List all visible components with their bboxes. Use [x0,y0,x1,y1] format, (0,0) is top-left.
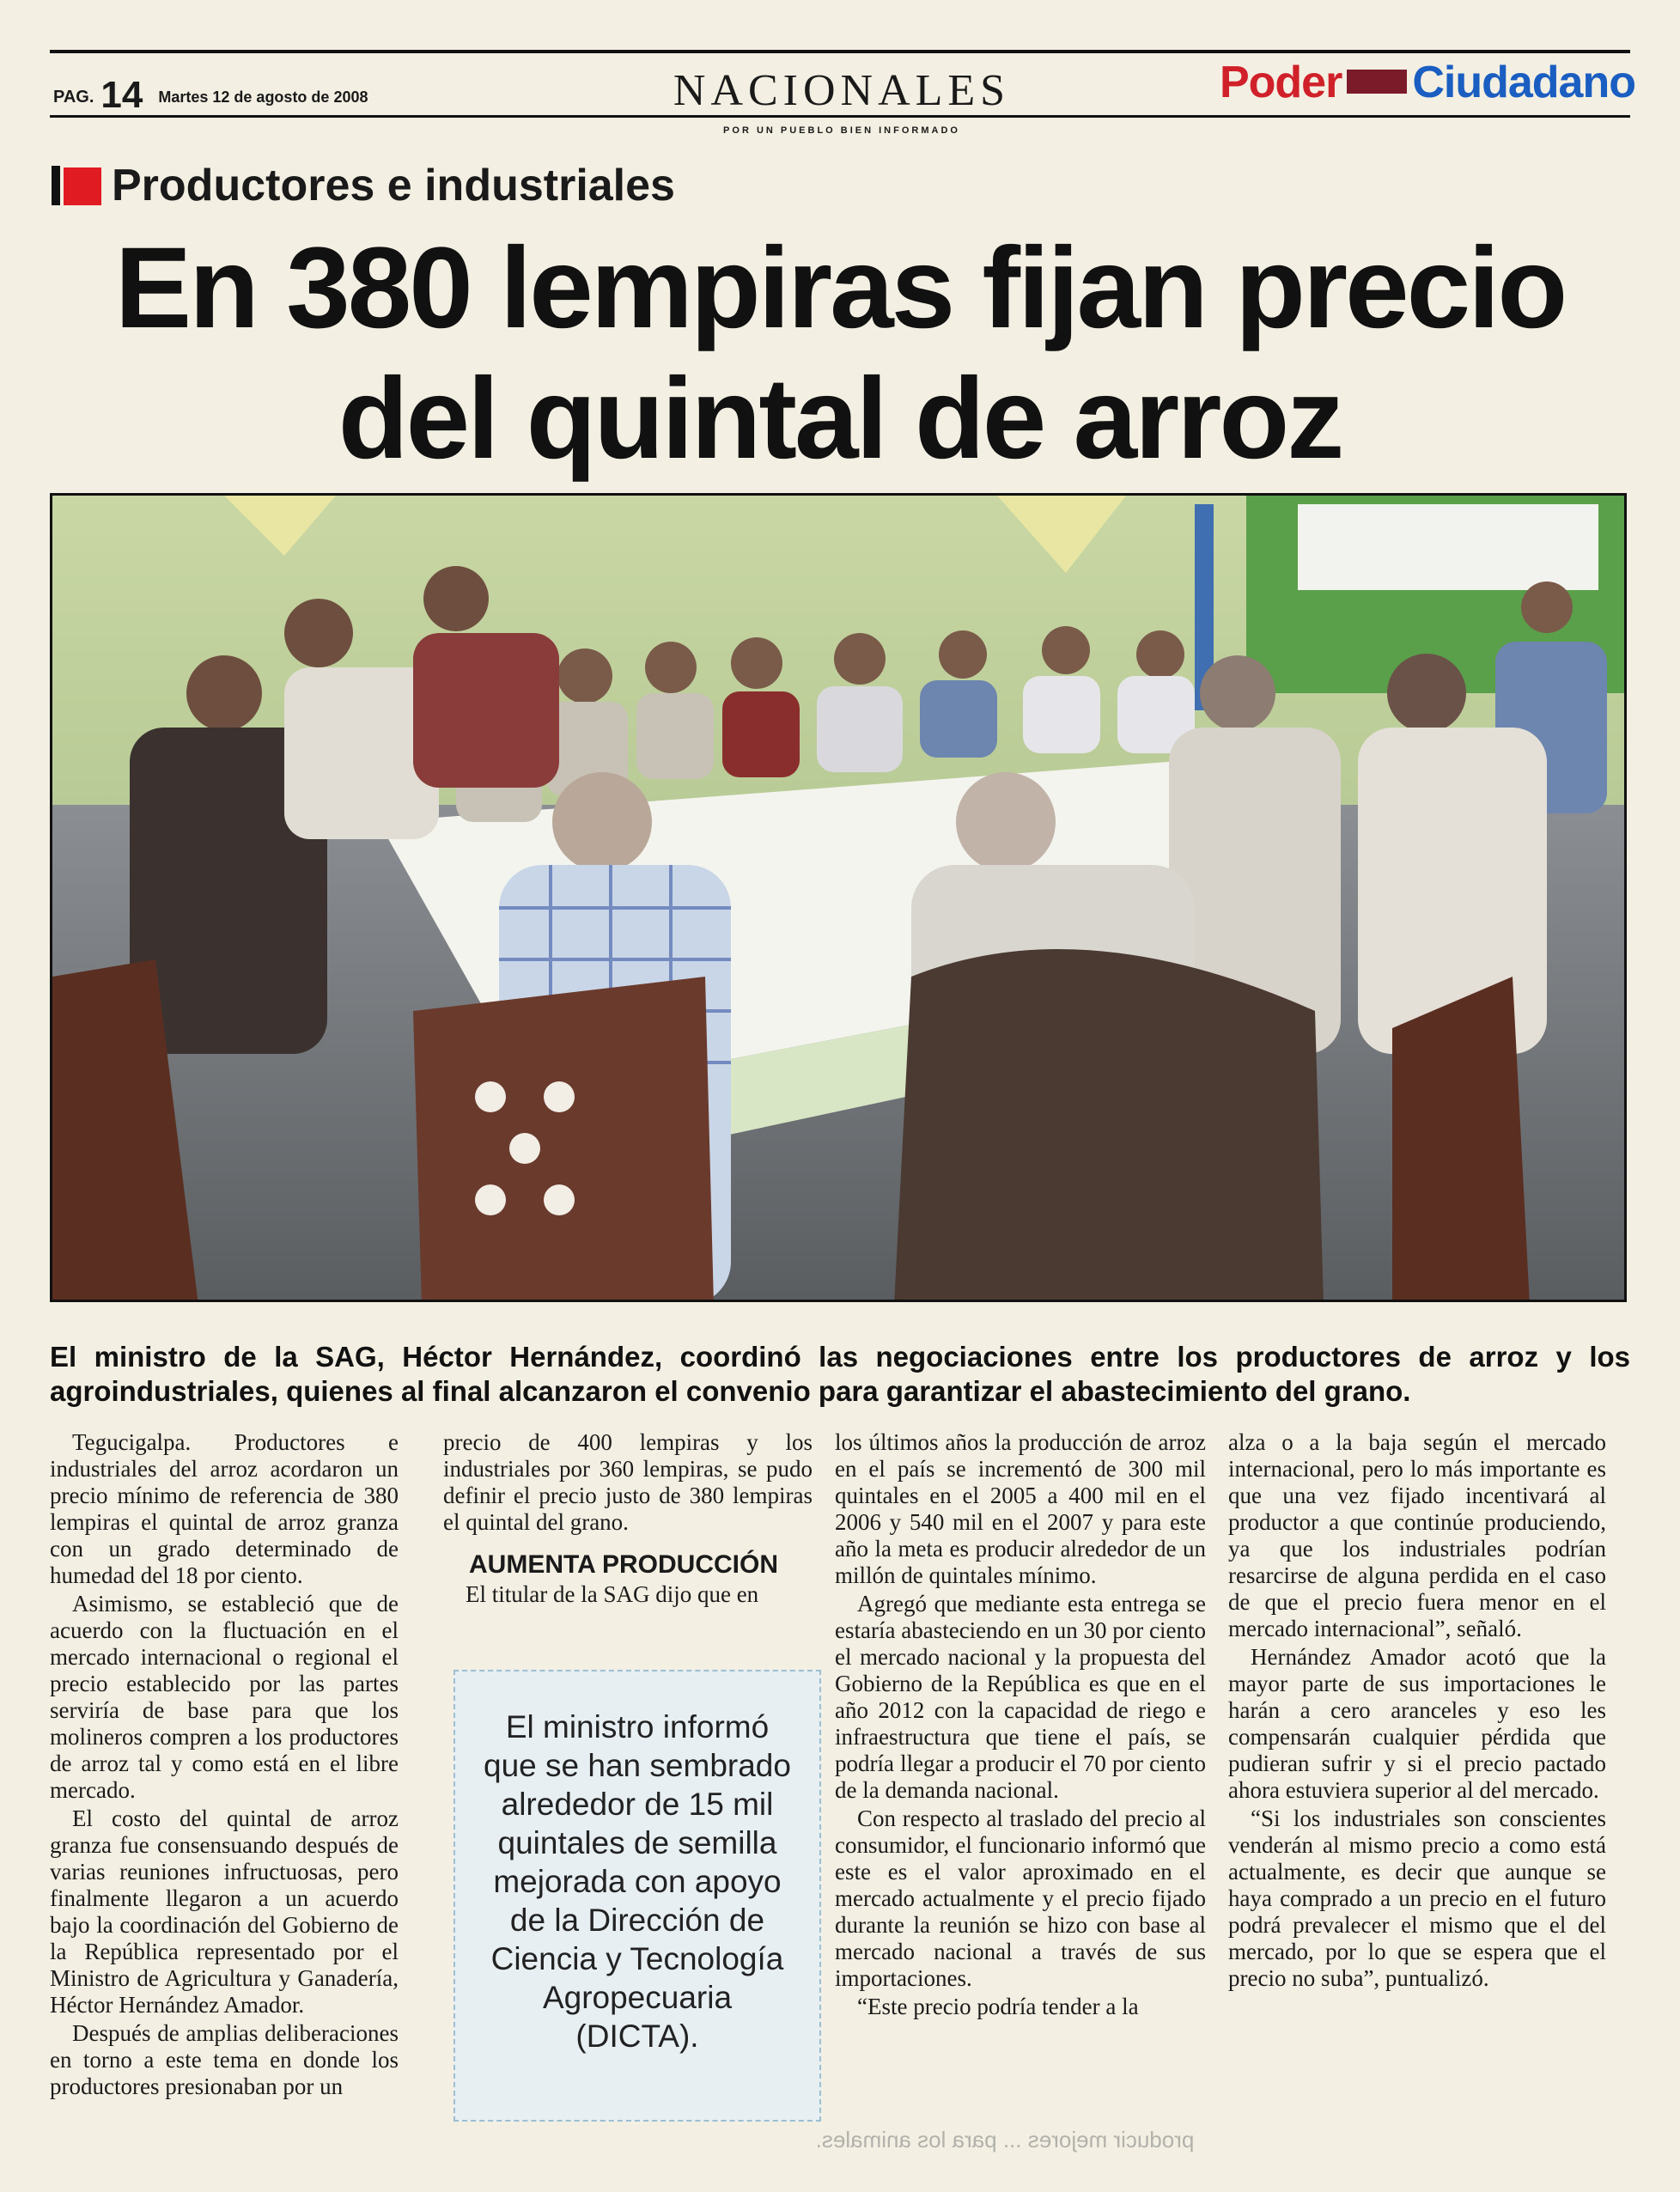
subhead: AUMENTA PRODUCCIÓN [469,1550,778,1579]
article-column-2 [443,1429,813,1610]
page-number: 14 [100,74,143,116]
section-title: NACIONALES [673,66,1011,115]
headline [52,223,1628,484]
logo-word-poder: Poder [1219,58,1342,107]
article-column-4 [1228,1429,1606,1994]
page-label: PAG. [53,88,94,107]
kicker-text: Productores e industriales [112,161,675,210]
paragraph: alza o a la baja según el mercado internacional, pero lo más importante es que una vez fijado incentivará al productor a que continúe produciendo, ya que los industriales podrían resarcirse de alguna perdida en el caso de que el precio fuera menor en el mercado internacional”, señaló. [1228,1429,1606,1641]
meeting-photo [50,493,1627,1302]
page-date: Martes 12 de agosto de 2008 [158,88,368,106]
article-column-1 [50,1429,399,2102]
paragraph: Agregó que mediante esta entrega se estaría abasteciendo en un 30 por ciento el mercado nacional y la propuesta del Gobierno de la República es que en el año 2012 con la capacidad de riego e infraestructura que tiene el país, se podría llegar a producir el 70 por ciento de la demanda nacional. [835,1591,1206,1803]
paragraph: Después de amplias deliberaciones en torno a este tema en donde los productores presionaban por un [50,2020,399,2099]
photo-caption: El ministro de la SAG, Héctor Hernández, coordinó las negociaciones entre los productores de arroz y los agroindustriales, quienes al final alcanzaron el convenio para garantizar el abastecimiento del grano. [50,1341,1630,1407]
header-rule-bottom [50,115,1630,118]
logo-emblem-icon [1347,70,1407,94]
paragraph: precio de 400 lempiras y los industriales por 360 lempiras, se pudo definir el precio justo de 380 lempiras el quintal del grano. [443,1429,813,1535]
pull-quote: El ministro informó que se han sembrado alrededor de 15 mil quintales de semilla mejorada con apoyo de la Dirección de Ciencia y Tecnología Agropecuaria (DICTA). [453,1670,821,2122]
kicker-square-icon [64,167,101,205]
section-tagline: POR UN PUEBLO BIEN INFORMADO [723,125,960,136]
headline-line-2: del quintal de arroz [338,355,1342,483]
header-rule-top [50,50,1630,53]
article-column-3 [835,1429,1206,2022]
paragraph: El titular de la SAG dijo que en [466,1581,759,1607]
logo-word-ciudadano: Ciudadano [1412,58,1635,107]
paragraph: Asimismo, se estableció que de acuerdo con la fluctuación en el mercado internacional o regional el precio establecido por las partes serviría de base para que los molineros compren a los productores de arroz tal y como está en el libre mercado. [50,1591,399,1803]
paragraph: El costo del quintal de arroz granza fue consensuando después de varias reuniones infructuosas, pero finalmente llegaron a un acuerdo bajo la coordinación del Gobierno de la República representado por el Ministro de Agricultura y Ganadería, Héctor Hernández Amador. [50,1805,399,2018]
paragraph: los últimos años la producción de arroz en el país se incrementó de 300 mil quintales en el 2005 a 400 mil en el 2006 y 540 mil en el 2007 y para este año la meta es producir alrededor de un millón de quintales mínimo. [835,1429,1206,1588]
paragraph: Con respecto al traslado del precio al consumidor, el funcionario informó que este es el valor aproximado en el mercado actualmente y el precio fijado durante la reunión se hizo con base al mercado nacional a través de sus importaciones. [835,1805,1206,1991]
paragraph: Hernández Amador acotó que la mayor parte de sus importaciones le harán a cero aranceles y eso les compensarán cualquier pérdida que pudieran sufrir y si el precio pactado ahora estuviera superior al del mercado. [1228,1644,1606,1803]
newspaper-logo [1220,57,1635,108]
meeting-photo-illustration [52,496,1627,1302]
headline-line-1: En 380 lempiras fijan precio [114,224,1566,352]
paragraph: Tegucigalpa. Productores e industriales del arroz acordaron un precio mínimo de referencia de 380 lempiras el quintal de arroz granza con un grado determinado de humedad del 18 por ciento. [50,1429,399,1588]
paragraph: “Este precio podría tender a la [857,1994,1139,2019]
kicker-bar-icon [52,166,60,205]
bleed-through-text: producir mejores ... para los animales. [815,2127,1195,2152]
page-info [53,74,368,117]
paragraph: “Si los industriales son conscientes venderán al mismo precio a como está actualmente, es decir que aunque se haya comprado a un precio en el futuro podrá prevalecer el mismo que el del mercado, por lo que se espera que el precio no suba”, puntualizó. [1228,1805,1606,1991]
kicker [52,160,675,211]
